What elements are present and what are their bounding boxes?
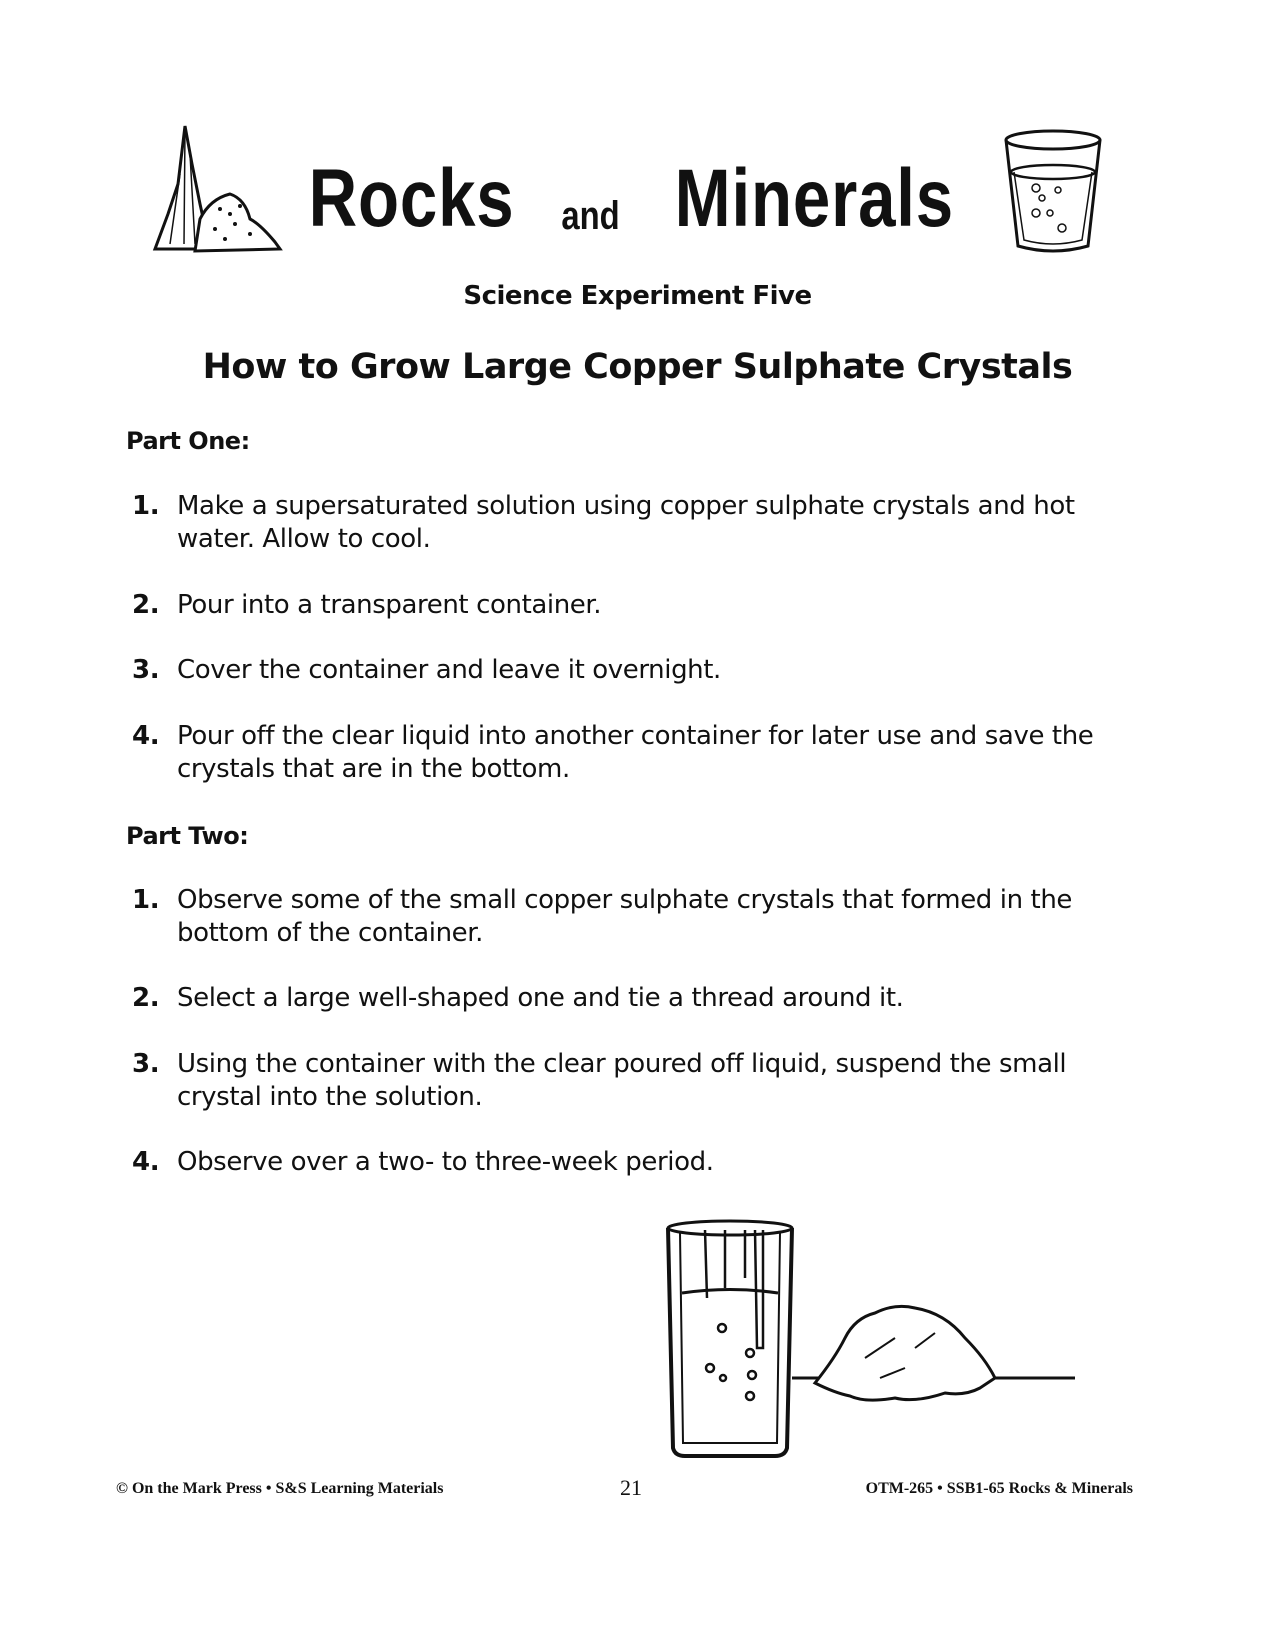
part-one-label: Part One: bbox=[126, 427, 250, 455]
list-item bbox=[132, 1048, 1142, 1114]
item-text: Cover the container and leave it overnight. bbox=[177, 655, 721, 685]
item-number: 1. bbox=[132, 885, 160, 915]
title-minerals: Minerals bbox=[674, 153, 954, 244]
title-rocks: Rocks bbox=[308, 153, 515, 244]
page-number: 21 bbox=[620, 1475, 642, 1500]
crystal-growing-illustration bbox=[665, 1218, 1085, 1463]
glass-of-water-illustration bbox=[1000, 128, 1106, 258]
item-number: 4. bbox=[132, 1147, 160, 1177]
item-text: Make a supersaturated solution using copper sulphate crystals and hot water. Allow to cool. bbox=[177, 491, 1075, 554]
title-and: and bbox=[561, 194, 620, 238]
list-item bbox=[132, 654, 1142, 687]
item-text: Observe over a two- to three-week period. bbox=[177, 1147, 714, 1177]
item-number: 1. bbox=[132, 491, 160, 521]
page-title bbox=[300, 140, 970, 244]
item-text: Observe some of the small copper sulphate crystals that formed in the bottom of the container. bbox=[177, 885, 1073, 948]
list-item bbox=[132, 884, 1142, 950]
footer-product-code: OTM-265 • SSB1-65 Rocks & Minerals bbox=[865, 1480, 1133, 1497]
part-two-label: Part Two: bbox=[126, 822, 249, 850]
list-item bbox=[132, 589, 1142, 622]
item-number: 3. bbox=[132, 1049, 160, 1079]
item-text: Select a large well-shaped one and tie a thread around it. bbox=[177, 983, 904, 1013]
item-number: 2. bbox=[132, 590, 160, 620]
list-item bbox=[132, 490, 1142, 556]
item-number: 3. bbox=[132, 655, 160, 685]
item-number: 2. bbox=[132, 983, 160, 1013]
experiment-subtitle: Science Experiment Five bbox=[463, 281, 812, 311]
list-item bbox=[132, 1146, 1142, 1179]
list-item bbox=[132, 982, 1142, 1015]
experiment-heading: How to Grow Large Copper Sulphate Crystals bbox=[202, 347, 1073, 387]
rock-crystal-illustration bbox=[150, 124, 290, 254]
footer-publisher: © On the Mark Press • S&S Learning Materials bbox=[116, 1480, 444, 1497]
list-item bbox=[132, 720, 1142, 786]
item-number: 4. bbox=[132, 721, 160, 751]
item-text: Pour off the clear liquid into another container for later use and save the crystals that are in the bottom. bbox=[177, 721, 1094, 784]
item-text: Using the container with the clear poured off liquid, suspend the small crystal into the solution. bbox=[177, 1049, 1067, 1112]
item-text: Pour into a transparent container. bbox=[177, 590, 602, 620]
